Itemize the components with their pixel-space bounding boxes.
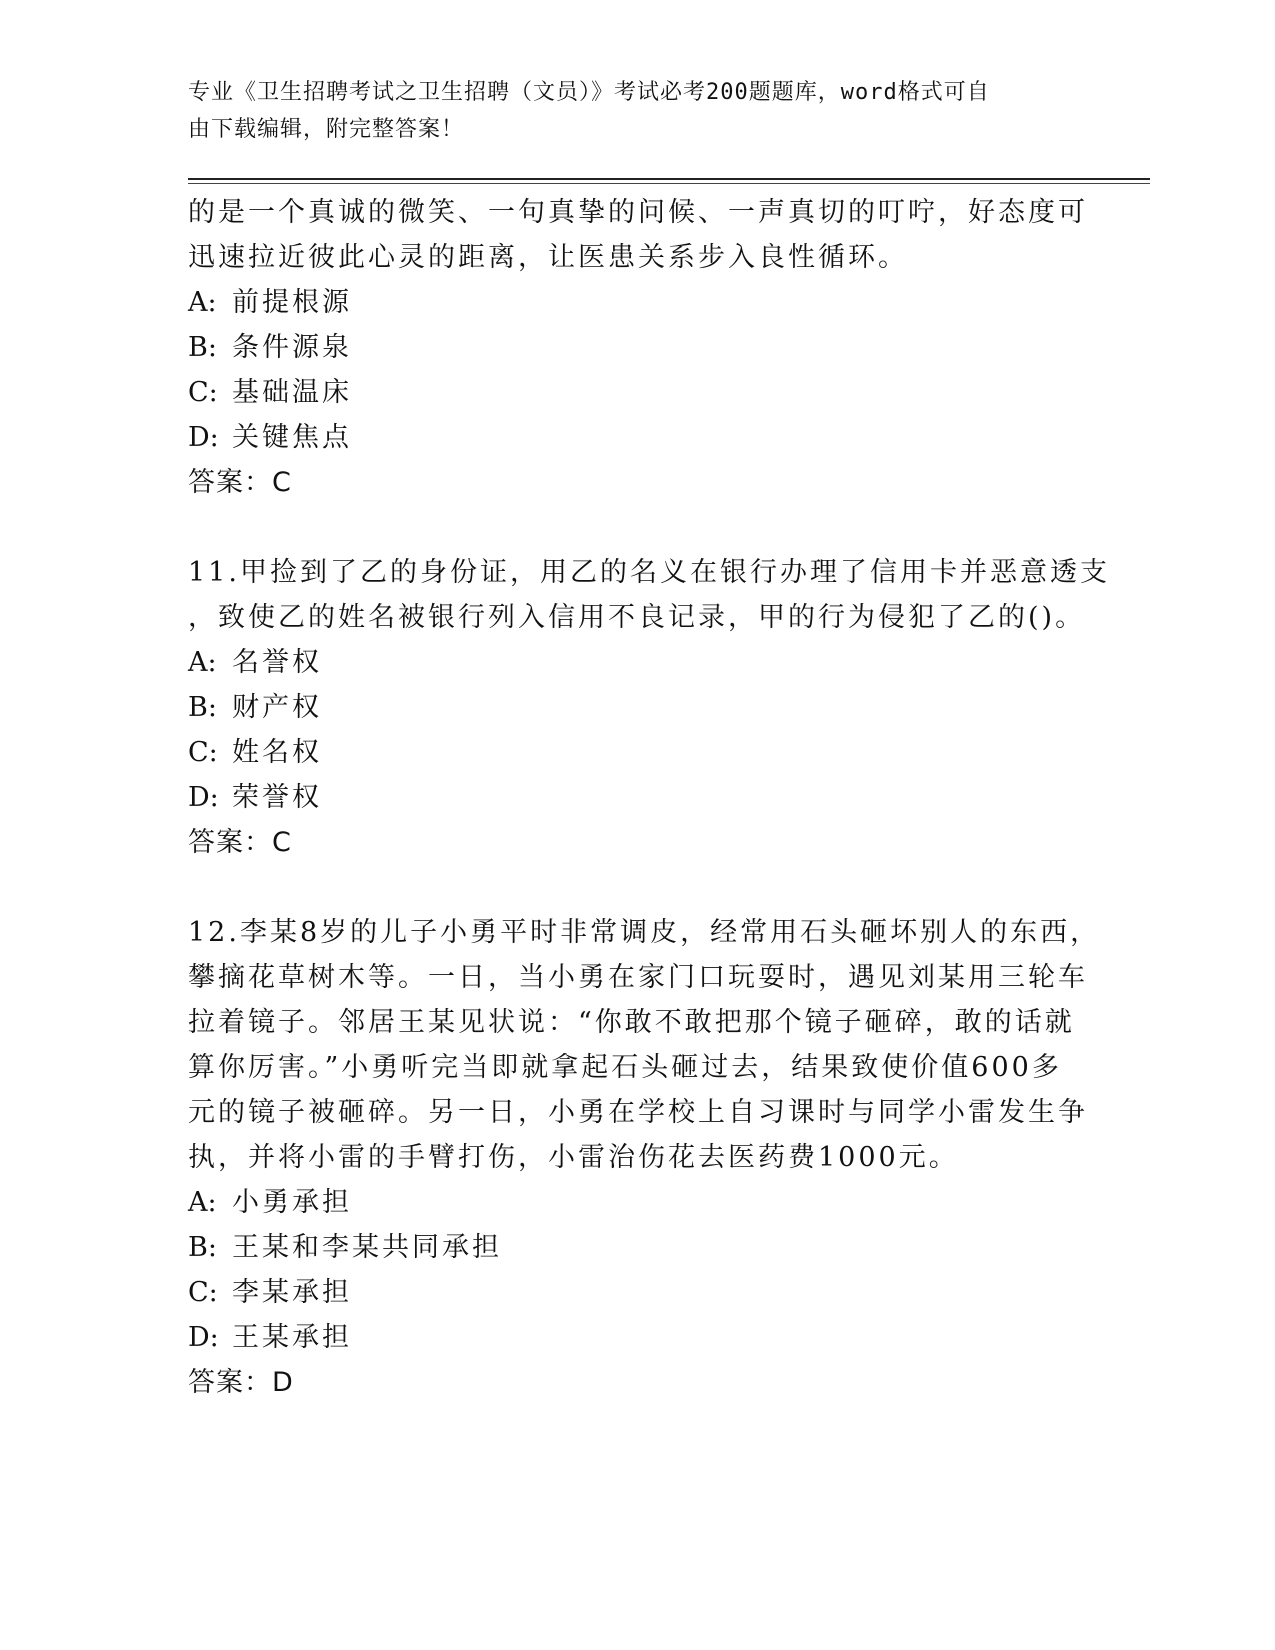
question-stem-line: 算你厉害。”小勇听完当即就拿起石头砸过去，结果致使价值600多 [188, 1052, 1062, 1083]
question-stem-line: 元的镜子被砸碎。另一日，小勇在学校上自习课时与同学小雷发生争 [188, 1097, 1088, 1128]
question-stem-line: 拉着镜子。邻居王某见状说：“你敢不敢把那个镜子砸碎，敢的话就 [188, 1007, 1075, 1038]
header-divider [188, 178, 1150, 180]
question-11 [188, 550, 1110, 865]
question-stem-line: 迅速拉近彼此心灵的距离，让医患关系步入良性循环。 [188, 242, 908, 273]
option-text: 王某和李某共同承担 [232, 1232, 502, 1263]
question-stem-line: 11.甲捡到了乙的身份证，用乙的名义在银行办理了信用卡并恶意透支 [188, 557, 1110, 588]
header-divider-thin [188, 183, 1150, 184]
answer-line: 答案：D [188, 1367, 294, 1398]
question-12 [188, 910, 1101, 1405]
option-b [188, 325, 1088, 370]
option-b [188, 685, 1088, 730]
answer-line: 答案：C [188, 827, 292, 858]
option-key: B: [188, 332, 217, 363]
answer-line: 答案：C [188, 467, 292, 498]
option-text: 条件源泉 [232, 332, 352, 363]
option-b [188, 1225, 1088, 1270]
option-key: A: [188, 1187, 217, 1218]
option-key: C: [188, 737, 218, 768]
option-key: A: [188, 647, 217, 678]
option-text: 基础温床 [232, 377, 352, 408]
option-key: C: [188, 377, 218, 408]
option-key: D: [188, 422, 219, 453]
option-key: D: [188, 1322, 219, 1353]
option-key: B: [188, 1232, 217, 1263]
header-line-1: 专业《卫生招聘考试之卫生招聘（文员）》考试必考200题题库，word格式可自 [188, 80, 990, 105]
question-stem-line: ，致使乙的姓名被银行列入信用不良记录，甲的行为侵犯了乙的()。 [188, 602, 1086, 633]
option-text: 名誉权 [232, 647, 322, 678]
document-header [188, 74, 1068, 148]
question-stem-line: 12.李某8岁的儿子小勇平时非常调皮，经常用石头砸坏别人的东西， [188, 917, 1101, 948]
option-text: 前提根源 [232, 287, 352, 318]
option-text: 荣誉权 [232, 782, 322, 813]
option-d [188, 415, 1088, 460]
question-10 [188, 190, 1088, 505]
option-text: 小勇承担 [232, 1187, 352, 1218]
option-d [188, 1315, 1088, 1360]
question-stem-line: 攀摘花草树木等。一日，当小勇在家门口玩耍时，遇见刘某用三轮车 [188, 962, 1088, 993]
option-key: A: [188, 287, 217, 318]
option-c [188, 1270, 1088, 1315]
option-text: 王某承担 [232, 1322, 352, 1353]
question-list [188, 190, 1110, 1405]
option-text: 财产权 [232, 692, 322, 723]
option-c [188, 370, 1088, 415]
option-a [188, 280, 1088, 325]
question-stem-line: 的是一个真诚的微笑、一句真挚的问候、一声真切的叮咛，好态度可 [188, 197, 1088, 228]
option-text: 姓名权 [232, 737, 322, 768]
header-line-2: 由下载编辑，附完整答案！ [188, 117, 465, 142]
option-a [188, 640, 1088, 685]
option-key: B: [188, 692, 217, 723]
option-key: D: [188, 782, 219, 813]
option-text: 关键焦点 [232, 422, 352, 453]
option-d [188, 775, 1088, 820]
option-text: 李某承担 [232, 1277, 352, 1308]
option-a [188, 1180, 1088, 1225]
question-stem-line: 执，并将小雷的手臂打伤，小雷治伤花去医药费1000元。 [188, 1142, 959, 1173]
option-key: C: [188, 1277, 218, 1308]
option-c [188, 730, 1088, 775]
